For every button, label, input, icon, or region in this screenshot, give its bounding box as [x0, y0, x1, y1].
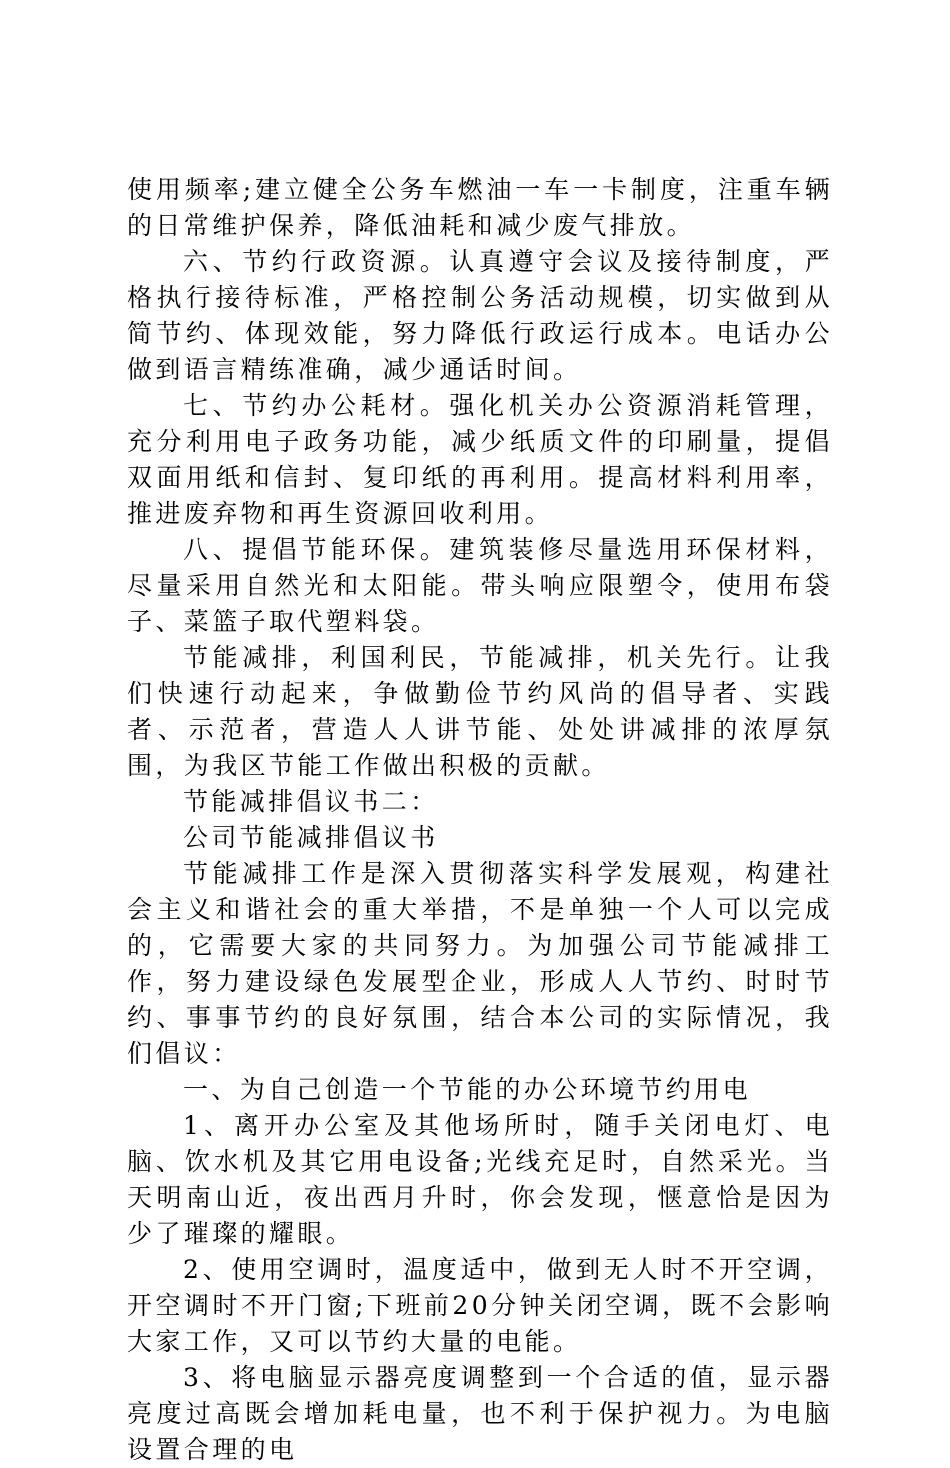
- list-item-3: 3、将电脑显示器亮度调整到一个合适的值，显示器亮度过高既会增加耗电量，也不利于保护视力。为电脑设置合理的电: [127, 1363, 833, 1464]
- paragraph-2: 六、节约行政资源。认真遵守会议及接待制度，严格执行接待标准，严格控制公务活动规模，切实做到从简节约、体现效能，努力降低行政运行成本。电话办公做到语言精练准确，减少通话时间。: [127, 247, 833, 384]
- paragraph-4: 八、提倡节能环保。建筑装修尽量选用环保材料，尽量采用自然光和太阳能。带头响应限塑令，使用布袋子、菜篮子取代塑料袋。: [127, 535, 833, 636]
- document-subtitle: 公司节能减排倡议书: [183, 823, 439, 852]
- paragraph-1: 使用频率;建立健全公务车燃油一车一卡制度，注重车辆的日常维护保养，降低油耗和减少废气排放。: [127, 175, 833, 240]
- document-body: [127, 172, 833, 1468]
- section-heading-electricity: 一、为自己创造一个节能的办公环境节约用电: [183, 1075, 752, 1104]
- list-item-2: 2、使用空调时，温度适中，做到无人时不开空调，开空调时不开门窗;下班前20分钟关闭空调，既不会影响大家工作，又可以节约大量的电能。: [127, 1255, 833, 1356]
- section-heading-2: 节能减排倡议书二：: [183, 787, 439, 816]
- paragraph-intro: 节能减排工作是深入贯彻落实科学发展观，构建社会主义和谐社会的重大举措，不是单独一个人可以完成的，它需要大家的共同努力。为加强公司节能减排工作，努力建设绿色发展型企业，形成人人节约、时时节约、事事节约的良好氛围，结合本公司的实际情况，我们倡议：: [127, 859, 833, 1068]
- paragraph-3: 七、节约办公耗材。强化机关办公资源消耗管理，充分利用电子政务功能，减少纸质文件的印刷量，提倡双面用纸和信封、复印纸的再利用。提高材料利用率，推进废弃物和再生资源回收利用。: [127, 391, 833, 528]
- list-item-1: 1、离开办公室及其他场所时，随手关闭电灯、电脑、饮水机及其它用电设备;光线充足时，自然采光。当天明南山近，夜出西月升时，你会发现，惬意恰是因为少了璀璨的耀眼。: [127, 1111, 833, 1248]
- paragraph-5: 节能减排，利国利民，节能减排，机关先行。让我们快速行动起来，争做勤俭节约风尚的倡导者、实践者、示范者，营造人人讲节能、处处讲减排的浓厚氛围，为我区节能工作做出积极的贡献。: [127, 643, 833, 780]
